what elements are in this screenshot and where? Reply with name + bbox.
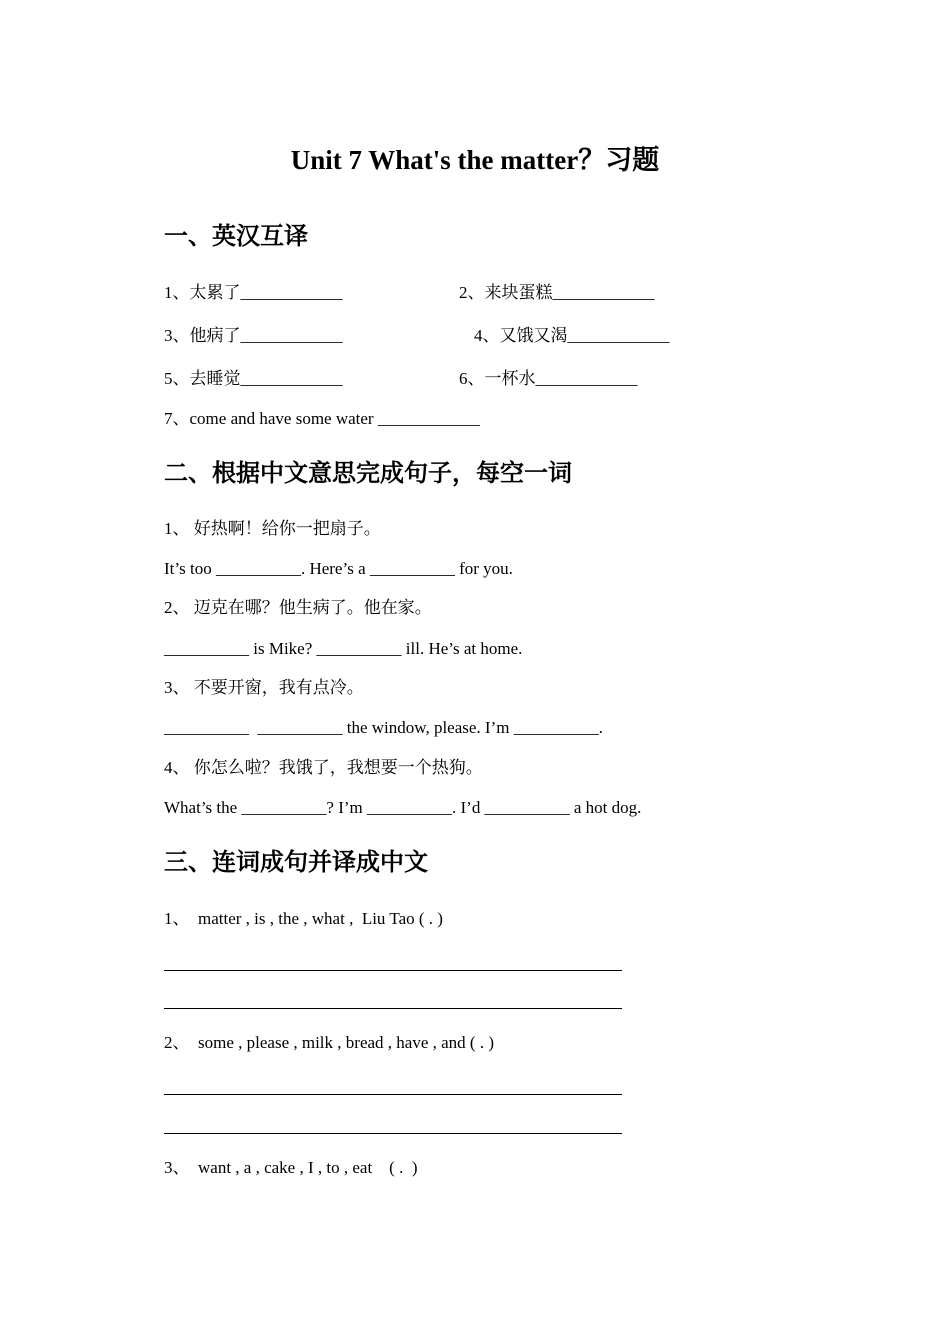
answer-line [164, 970, 622, 971]
sentence-en-1: It’s too __________. Here’s a __________ for you. [164, 559, 513, 578]
section-heading-1: 一、英汉互译 [164, 222, 308, 250]
sentence-cn-2: 2、 迈克在哪？他生病了。他在家。 [164, 598, 432, 617]
sentence-cn-1: 1、 好热啊！给你一把扇子。 [164, 519, 381, 538]
section-heading-2: 二、根据中文意思完成句子，每空一词 [164, 459, 572, 487]
page-title: Unit 7 What's the matter？习题 [290, 145, 660, 175]
sentence-cn-3: 3、 不要开窗，我有点冷。 [164, 678, 364, 697]
translation-item-3: 3、他病了____________ [164, 326, 343, 345]
translation-item-2: 2、来块蛋糕____________ [459, 283, 655, 302]
section-heading-3: 三、连词成句并译成中文 [164, 848, 428, 876]
sentence-en-3: __________ __________ the window, please. I’m __________. [164, 718, 603, 737]
translation-item-4: 4、又饿又渴____________ [474, 326, 670, 345]
word-order-item-1: 1、 matter , is , the , what , Liu Tao ( . ) [164, 909, 443, 928]
answer-line [164, 1094, 622, 1095]
translation-item-7: 7、come and have some water ____________ [164, 409, 480, 428]
sentence-cn-4: 4、 你怎么啦？我饿了，我想要一个热狗。 [164, 758, 483, 777]
word-order-item-3: 3、 want , a , cake , I , to , eat ( . ) [164, 1158, 418, 1177]
sentence-en-4: What’s the __________? I’m __________. I’d __________ a hot dog. [164, 798, 642, 817]
sentence-en-2: __________ is Mike? __________ ill. He’s at home. [164, 639, 523, 658]
answer-line [164, 1008, 622, 1009]
translation-item-6: 6、一杯水____________ [459, 369, 638, 388]
answer-line [164, 1133, 622, 1134]
word-order-item-2: 2、 some , please , milk , bread , have , and ( . ) [164, 1033, 494, 1052]
translation-item-1: 1、太累了____________ [164, 283, 343, 302]
translation-item-5: 5、去睡觉____________ [164, 369, 343, 388]
